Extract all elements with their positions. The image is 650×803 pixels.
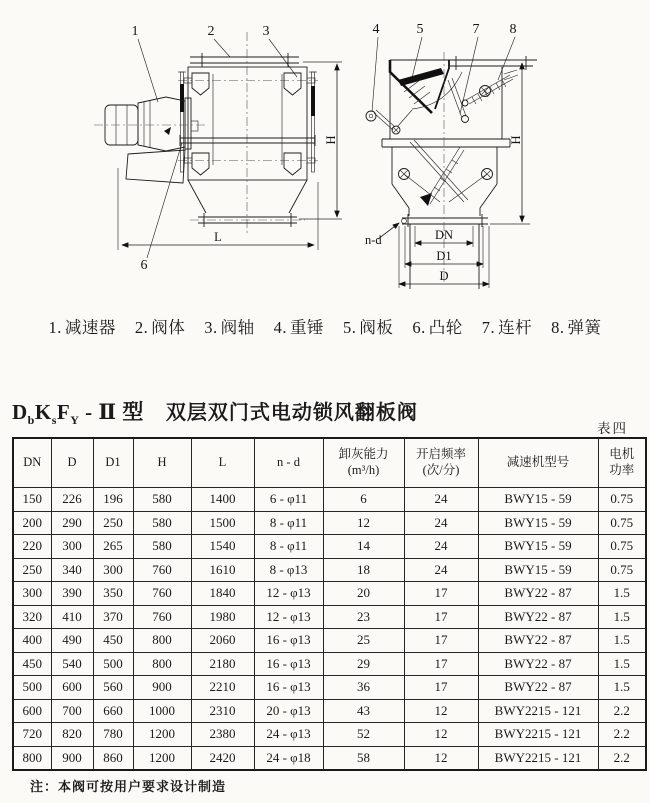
legend-item [274,314,324,338]
table-cell: 560 [93,676,133,700]
table-cell: 17 [404,629,478,653]
table-cell: 16 - φ13 [254,676,323,700]
parts-legend [0,314,650,338]
callout-labels-right [372,22,517,114]
legend-item [135,314,185,338]
table-cell: BWY22 - 87 [478,676,598,700]
table-row [13,746,646,770]
legend-item-number: 7. [481,318,496,337]
support-box [126,150,185,183]
table-header-row [13,438,646,488]
table-cell: 250 [13,558,51,582]
table-cell: 1200 [133,746,191,770]
section-title [12,396,638,428]
table-cell: 6 - φ11 [254,488,323,512]
table-cell: 370 [93,605,133,629]
table-cell: 265 [93,535,133,559]
column-header: 电机 功率 [598,438,646,488]
callout-1: 1 [131,24,139,39]
leader-line-4 [372,37,378,112]
column-header: H [133,438,191,488]
table-row [13,582,646,606]
table-cell: BWY15 - 59 [478,535,598,559]
table-cell: 1500 [191,511,254,535]
table-row [13,629,646,653]
legend-item [343,314,393,338]
footnote: 注：本阀可按用户要求设计制造 [30,779,227,794]
table-cell: 800 [133,629,191,653]
table-cell: 43 [323,699,404,723]
table-cell: BWY15 - 59 [478,488,598,512]
table-cell: 58 [323,746,404,770]
dim-label-nd: n-d [365,233,382,247]
table-cell: 540 [51,652,93,676]
table-cell: 12 - φ13 [254,582,323,606]
table-cell: 23 [323,605,404,629]
table-cell: 580 [133,511,191,535]
table-cell: 20 [323,582,404,606]
table-cell: 2210 [191,676,254,700]
valve-side-view-drawing [78,14,358,276]
legend-item-name: 阀轴 [220,318,255,337]
table-cell: 300 [13,582,51,606]
dim-label-D1: D1 [436,249,452,263]
table-cell: 340 [51,558,93,582]
table-cell: 800 [13,746,51,770]
bottom-outlet [188,180,307,227]
callout-3: 3 [262,24,270,39]
table-cell: 580 [133,535,191,559]
column-header: 开启频率 (次/分) [404,438,478,488]
table-row [13,723,646,747]
table-cell: 8 - φ11 [254,511,323,535]
table-row [13,676,646,700]
valve-name: 双层双门式电动锁风翻板阀 [165,402,418,424]
table-row [13,488,646,512]
table-cell: 1980 [191,605,254,629]
legend-item-name: 阀体 [151,318,186,337]
table-cell: 196 [93,488,133,512]
lower-mechanism [392,140,497,208]
table-cell: BWY22 - 87 [478,629,598,653]
table-cell: 0.75 [598,535,646,559]
legend-item [204,314,254,338]
legend-item-number: 5. [343,318,357,337]
table-cell: BWY2215 - 121 [478,699,598,723]
column-header: n - d [254,438,323,488]
table-cell: 52 [323,723,404,747]
table-cell: 8 - φ11 [254,535,323,559]
table-cell: 18 [323,558,404,582]
legend-item-number: 2. [134,318,149,337]
table-cell: 200 [13,511,51,535]
table-cell: 16 - φ13 [254,652,323,676]
table-cell: 16 - φ13 [254,629,323,653]
motor-reducer [94,97,206,183]
table-cell: 450 [93,629,133,653]
table-cell: 780 [93,723,133,747]
legend-item [49,314,116,338]
table-cell: 860 [93,746,133,770]
table-cell: 600 [13,699,51,723]
column-header: 卸灰能力 (m³/h) [323,438,404,488]
callout-6: 6 [140,258,148,273]
table-cell: 1400 [191,488,254,512]
legend-item-name: 阀板 [359,318,394,337]
table-cell: 1000 [133,699,191,723]
table-cell: 20 - φ13 [254,699,323,723]
table-cell: 36 [323,676,404,700]
table-cell: 2.2 [598,746,646,770]
valve-shaft [180,135,315,146]
table-cell: 700 [51,699,93,723]
table-cell: 760 [133,558,191,582]
table-cell: 12 [323,511,404,535]
legend-item-number: 6. [412,318,426,337]
dim-label-L: L [214,230,222,244]
table-row [13,699,646,723]
valve-section-view-drawing [352,12,642,302]
legend-item-number: 8. [551,318,565,337]
table-cell: BWY15 - 59 [478,558,598,582]
valve-body-outline [178,32,318,235]
table-cell: BWY22 - 87 [478,582,598,606]
counterweight-arm [366,110,412,134]
table-cell: 2180 [191,652,254,676]
table-cell: 2310 [191,699,254,723]
table-cell: 0.75 [598,511,646,535]
table-cell: 14 [323,535,404,559]
leader-line-1 [138,39,158,102]
table-cell: 2420 [191,746,254,770]
table-row [13,652,646,676]
table-cell: 390 [51,582,93,606]
leader-line-2 [214,39,230,57]
spec-table [12,437,647,771]
table-cell: 1.5 [598,676,646,700]
table-cell: 900 [133,676,191,700]
column-header: 减速机型号 [478,438,598,488]
legend-item-number: 4. [273,318,287,337]
table-cell: 24 - φ18 [254,746,323,770]
table-cell: 1.5 [598,582,646,606]
table-cell: 760 [133,582,191,606]
table-cell: 1.5 [598,605,646,629]
table-cell: 12 [404,746,478,770]
table-cell: 320 [13,605,51,629]
table-cell: 350 [93,582,133,606]
table-cell: 400 [13,629,51,653]
table-cell: 580 [133,488,191,512]
inlet-hopper [390,56,537,113]
middle-flange [382,139,510,147]
table-cell: 25 [323,629,404,653]
table-cell: 1540 [191,535,254,559]
model-designation: $D_bK_sF_Y$ - Ⅱ 型 [12,400,144,428]
table-cell: 300 [51,535,93,559]
table-cell: 17 [404,652,478,676]
table-cell: 820 [51,723,93,747]
table-cell: 1.5 [598,629,646,653]
dim-label-H-right: H [509,135,523,145]
table-cell: 450 [13,652,51,676]
table-cell: 0.75 [598,488,646,512]
legend-item-name: 重锤 [290,318,324,337]
table-row [13,558,646,582]
table-cell: 900 [51,746,93,770]
table-cell: 150 [13,488,51,512]
table-cell: 1610 [191,558,254,582]
table-cell: 24 [404,558,478,582]
technical-drawings [0,0,650,308]
table-cell: 500 [93,652,133,676]
table-cell: 17 [404,605,478,629]
table-cell: 12 [404,723,478,747]
valve-flap-plate [398,68,444,86]
table-cell: 12 - φ13 [254,605,323,629]
table-cell: BWY22 - 87 [478,652,598,676]
table-cell: 2.2 [598,699,646,723]
table-cell: 6 [323,488,404,512]
table-cell: 24 [404,535,478,559]
legend-item-number: 1. [48,318,62,337]
legend-item-name: 凸轮 [428,318,463,337]
table-cell: 720 [13,723,51,747]
table-cell: 600 [51,676,93,700]
legend-item-number: 3. [204,318,218,337]
table-cell: 12 [404,699,478,723]
table-cell: 220 [13,535,51,559]
table-cell: 226 [51,488,93,512]
legend-item-name: 弹簧 [567,318,602,337]
table-cell: 24 - φ13 [254,723,323,747]
table-cell: 2.2 [598,723,646,747]
table-cell: 410 [51,605,93,629]
legend-item [551,314,601,338]
table-cell: 1840 [191,582,254,606]
table-cell: 300 [93,558,133,582]
callout-4: 4 [372,22,380,37]
table-cell: 2380 [191,723,254,747]
table-cell: 17 [404,676,478,700]
table-cell: 24 [404,488,478,512]
bolt-hole [402,219,407,224]
table-cell: 29 [323,652,404,676]
table-cell: 0.75 [598,558,646,582]
table-cell: BWY22 - 87 [478,605,598,629]
legend-item-name: 连杆 [498,318,533,337]
table-cell: 800 [133,652,191,676]
table-row [13,511,646,535]
table-cell: 17 [404,582,478,606]
dim-label-H-left: H [324,135,338,145]
table-cell: 1200 [133,723,191,747]
column-header: L [191,438,254,488]
callout-8: 8 [509,22,517,37]
table-cell: 660 [93,699,133,723]
column-header: D [51,438,93,488]
table-cell: BWY2215 - 121 [478,723,598,747]
column-header: D1 [93,438,133,488]
table-cell: 8 - φ13 [254,558,323,582]
callout-5: 5 [416,22,424,37]
leader-line-6 [147,143,182,258]
table-number-tag: 表四 [597,421,628,436]
table-cell: 290 [51,511,93,535]
hinge-brackets [184,73,315,175]
table-row [13,605,646,629]
dimension-H-right [490,60,530,224]
legend-item-name: 减速器 [64,318,116,337]
table-cell: 500 [13,676,51,700]
dimension-H-left [299,62,342,219]
dim-label-D: D [439,269,449,283]
table-cell: BWY15 - 59 [478,511,598,535]
callout-7: 7 [472,22,480,37]
table-cell: 2060 [191,629,254,653]
dim-label-DN: DN [434,228,454,242]
table-cell: BWY2215 - 121 [478,746,598,770]
side-cam-rods [178,72,317,172]
callout-2: 2 [207,24,215,39]
legend-item [412,314,462,338]
table-cell: 1.5 [598,652,646,676]
legend-item [482,314,532,338]
table-row [13,535,646,559]
table-cell: 490 [51,629,93,653]
table-cell: 250 [93,511,133,535]
leader-line-3 [269,39,297,77]
table-cell: 760 [133,605,191,629]
column-header: DN [13,438,51,488]
table-cell: 24 [404,511,478,535]
dimension-nd [365,223,399,247]
